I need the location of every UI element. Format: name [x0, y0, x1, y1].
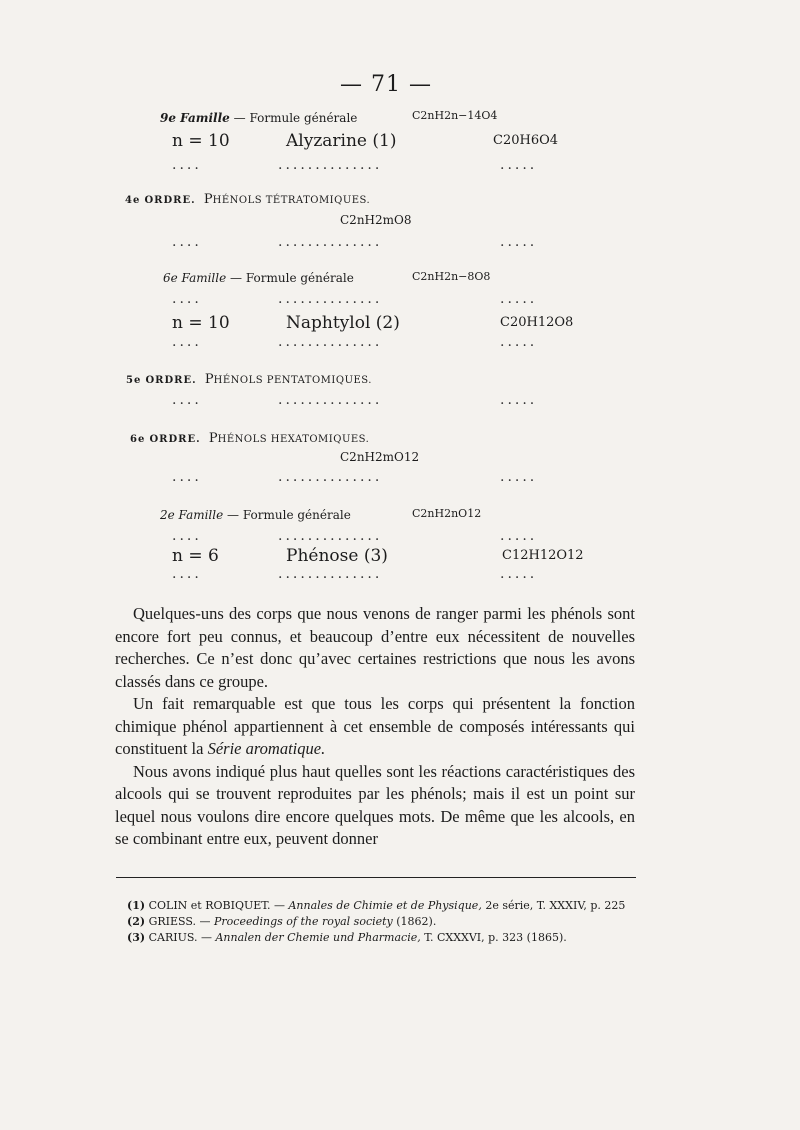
family-9-formula: C2nH2n−14O4	[412, 109, 498, 122]
family-9-header	[160, 111, 357, 125]
footnote-divider	[116, 877, 636, 878]
dot-leader: ....	[172, 469, 202, 485]
dot-leader: ..............	[278, 392, 383, 408]
dot-leader: .....	[500, 157, 538, 173]
footnote-ref: Annales de Chimie et de Physique,	[288, 899, 482, 912]
ordre-number: 6e	[130, 434, 146, 445]
footnotes	[127, 898, 625, 946]
dot-leader: .....	[500, 334, 538, 350]
dot-leader: ..............	[278, 334, 383, 350]
family-2-formula: C2nH2nO12	[412, 507, 482, 520]
footnote-mark: (2)	[127, 915, 146, 928]
alyzarine-n: n = 10	[172, 131, 230, 151]
emphasis: Série aromatique.	[207, 739, 326, 758]
paragraph-text: Un fait remarquable est que tous les corps qui présentent la fonction chimique phénol appartiennent à cet ensemble de composés intéressants qui constituent la	[115, 694, 635, 758]
ordre-number: 4e	[125, 195, 141, 206]
family-formula-label: — Formule générale	[230, 271, 354, 285]
naphtylol-formula: C20H12O8	[500, 315, 574, 330]
dot-leader: ..............	[278, 566, 383, 582]
title-initial: P	[203, 192, 213, 207]
ordre-word: ORDRE.	[144, 195, 196, 206]
dot-leader: ....	[172, 334, 202, 350]
family-2-header	[160, 508, 351, 522]
ordre-4-heading	[125, 192, 370, 207]
dot-leader: ....	[172, 291, 202, 307]
dot-leader: ....	[172, 234, 202, 250]
ordre-5-heading	[126, 372, 372, 387]
family-6-header	[163, 271, 354, 285]
title-initial: P	[204, 372, 214, 387]
footnote-rest: 2e série, T. XXXIV, p. 225	[481, 899, 626, 912]
family-formula-label: — Formule générale	[233, 111, 358, 125]
page-number: — 71 —	[340, 72, 432, 97]
title-rest: HÉNOLS HEXATOMIQUES.	[217, 434, 370, 445]
footnote-mark: (3)	[127, 931, 146, 944]
dot-leader: ....	[172, 392, 202, 408]
ordre-6-formula: C2nH2mO12	[340, 450, 420, 464]
title-rest: HÉNOLS TÉTRATOMIQUES.	[212, 195, 371, 206]
family-label: 9e Famille	[160, 111, 230, 125]
alyzarine-name: Alyzarine (1)	[286, 131, 397, 151]
body-text	[115, 603, 635, 851]
title-rest: HÉNOLS PENTATOMIQUES.	[213, 375, 372, 386]
naphtylol-n: n = 10	[172, 313, 230, 333]
alyzarine-formula: C20H6O4	[493, 133, 559, 148]
dot-leader: ..............	[278, 528, 383, 544]
family-label: 2e Famille	[160, 508, 224, 522]
naphtylol-name: Naphtylol (2)	[286, 313, 400, 333]
ordre-4-formula: C2nH2mO8	[340, 213, 412, 227]
paragraph	[115, 693, 635, 761]
footnote: (1) COLIN et ROBIQUET. — Annales de Chimie et de Physique, 2e série, T. XXXIV, p. 225	[127, 899, 626, 912]
dot-leader: .....	[500, 291, 538, 307]
dot-leader: .....	[500, 528, 538, 544]
paragraph: Quelques-uns des corps que nous venons de ranger parmi les phénols sont encore fort peu connus, et beaucoup d’entre eux nécessitent de nouvelles recherches. Ce n’est donc qu’avec certaines restrictions que nous les avons classés dans ce groupe.	[115, 604, 635, 691]
footnote-rest: (1862).	[392, 915, 437, 928]
footnote-author: GRIESS.	[148, 915, 197, 928]
dot-leader: ..............	[278, 291, 383, 307]
dot-leader: ....	[172, 528, 202, 544]
dot-leader: .....	[500, 392, 538, 408]
family-6-formula: C2nH2n−8O8	[412, 270, 491, 283]
footnote-author: CARIUS.	[148, 931, 198, 944]
footnote: (2) GRIESS. — Proceedings of the royal society (1862).	[127, 915, 437, 928]
footnote: (3) CARIUS. — Annalen der Chemie und Pharmacie, T. CXXXVI, p. 323 (1865).	[127, 931, 567, 944]
dot-leader: .....	[500, 566, 538, 582]
ordre-word: ORDRE.	[145, 375, 197, 386]
phenose-name: Phénose (3)	[286, 546, 388, 566]
footnote-rest: T. CXXXVI, p. 323 (1865).	[420, 931, 567, 944]
ordre-6-heading	[130, 431, 369, 446]
dot-leader: .....	[500, 234, 538, 250]
footnote-author: COLIN et ROBIQUET.	[148, 899, 271, 912]
dot-leader: ....	[172, 566, 202, 582]
family-label: 6e Famille	[163, 271, 227, 285]
paragraph: Nous avons indiqué plus haut quelles sont les réactions caractéristiques des alcools qui se trouvent reproduites par les phénols; mais il est un point sur lequel nous voulons dire encore quelques mots. De même que les alcools, en se combinant entre eux, peuvent donner	[115, 761, 635, 848]
ordre-word: ORDRE.	[149, 434, 201, 445]
dot-leader: .....	[500, 469, 538, 485]
footnote-ref: Annalen der Chemie und Pharmacie,	[215, 931, 421, 944]
title-initial: P	[208, 431, 218, 446]
footnote-mark: (1)	[127, 899, 146, 912]
dot-leader: ..............	[278, 234, 383, 250]
phenose-n: n = 6	[172, 546, 219, 566]
footnote-ref: Proceedings of the royal society	[214, 915, 393, 928]
dot-leader: ....	[172, 157, 202, 173]
phenose-formula: C12H12O12	[502, 548, 584, 563]
family-formula-label: — Formule générale	[227, 508, 351, 522]
ordre-number: 5e	[126, 375, 142, 386]
dot-leader: ..............	[278, 469, 383, 485]
dot-leader: ..............	[278, 157, 383, 173]
